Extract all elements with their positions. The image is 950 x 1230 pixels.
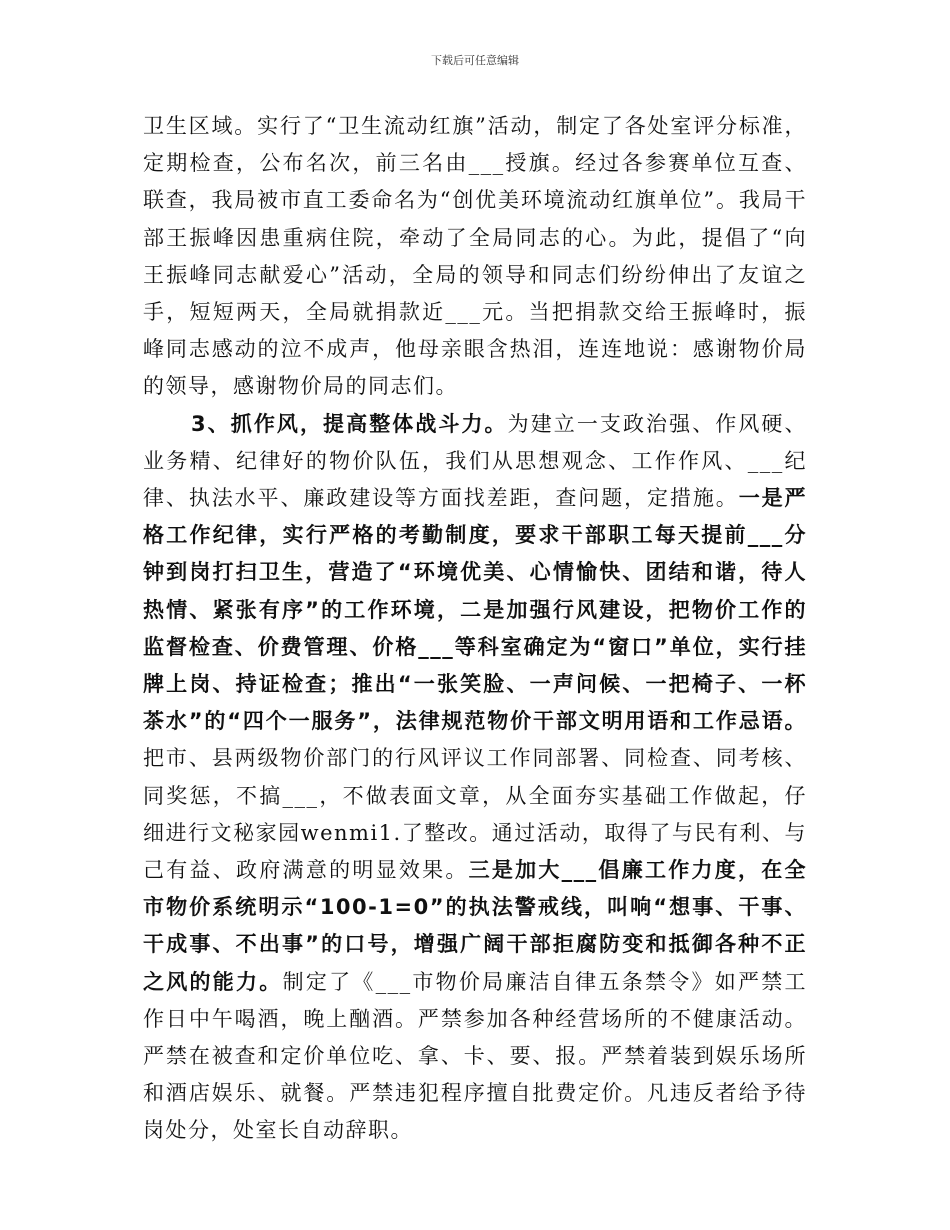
text-run: 制定了《___市物价局廉洁自律五条禁令》如严禁工作日中午喝酒，晚上酗酒。严禁参加各种经营场所的不健康活动。严禁在被查和定价单位吃、拿、卡、要、报。严禁着装到娱乐场所和酒店娱乐、就餐。严禁违犯程序擅自批费定价。凡违反者给予待岗处分，处室长自动辞职。	[143, 969, 808, 1143]
text-run: 为建立一支政治强、作风硬、业务精、纪律好的物价队伍，我们从思想观念、工作作风、___纪律、执法水平、廉政建设等方面找差距，查问题，定措施。	[143, 411, 807, 511]
text-run: 卫生区域。实行了“卫生流动红旗”活动，制定了各处室评分标准，定期检查，公布名次，前三名由___授旗。经过各参赛单位互查、联查，我局被市直工委命名为“创优美环境流动红旗单位”。我局干部王振峰因患重病住院，牵动了全局同志的心。为此，提倡了“向王振峰同志献爱心”活动，全局的领导和同志们纷纷伸出了友谊之手，短短两天，全局就捐款近___元。当把捐款交给王振峰时，振峰同志感动的泣不成声，他母亲眼含热泪，连连地说：感谢物价局的领导，感谢物价局的同志们。	[143, 114, 807, 399]
bold-text-run: 一是严格工作纪律，实行严格的考勤制度，要求干部职工每天提前___分钟到岗打扫卫生，营造了“环境优美、心情愉快、团结和谐，待人热情、紧张有序”的工作环境，二是加强行风建设，把物价工作的监督检查、价费管理、价格___等科室确定为“窗口”单位，实行挂牌上岗、持证检查；推出“一张笑脸、一声问候、一把椅子、一杯茶水”的“四个一服务”，法律规范物价干部文明用语和工作忌语。	[143, 486, 808, 734]
paragraph-1	[143, 108, 807, 406]
text-run: 把市、县两级物价部门的行风评议工作同部署、同检查、同考核、同奖惩，不搞___，不做表面文章，从全面夯实基础工作做起，仔细进行文秘家园wenmi1.了整改。通过活动，取得了与民有利、与己有益、政府满意的明显效果。	[143, 746, 807, 883]
paragraph-2	[143, 406, 807, 1150]
document-body	[143, 108, 807, 1150]
bold-text-run: 三是加大___倡廉工作力度，在全市物价系统明示“100-1=0”的执法警戒线，叫响“想事、干事、干成事、不出事”的口号，增强广阔干部拒腐防变和抵御各种不正之风的能力。	[143, 858, 808, 994]
page-header: 下载后可任意编辑	[431, 54, 519, 67]
section-heading: 3、抓作风，提高整体战斗力。	[191, 411, 508, 436]
